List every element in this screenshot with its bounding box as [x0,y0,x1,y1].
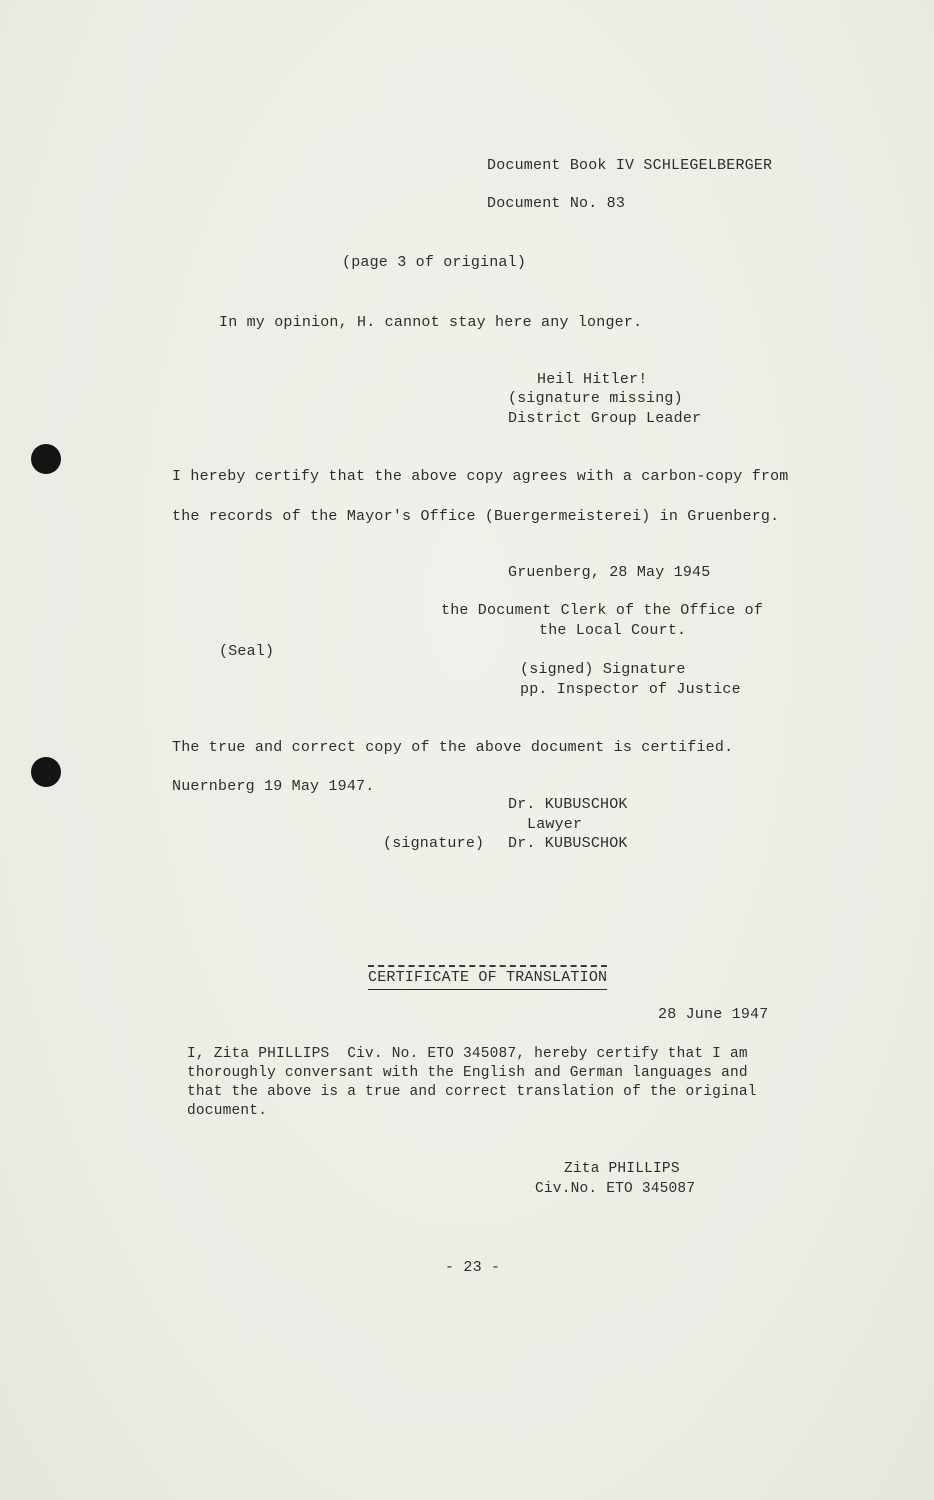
lawyer-signature-label: (signature) [383,835,485,852]
inspector-of-justice: pp. Inspector of Justice [520,681,741,698]
copy-place-date: Nuernberg 19 May 1947. [172,778,375,795]
lawyer-name: Dr. KUBUSCHOK [508,796,628,813]
translation-body-line-3: that the above is a true and correct translation of the original [187,1084,757,1100]
page-number: - 23 - [445,1259,501,1276]
copy-certified-statement: The true and correct copy of the above document is certified. [172,739,734,756]
closing-greeting: Heil Hitler! [537,371,648,388]
translation-body-line-4: document. [187,1103,268,1119]
translation-body-line-2: thoroughly conversant with the English and German languages and [187,1065,748,1081]
certification-line-2: the records of the Mayor's Office (Buergermeisterei) in Gruenberg. [172,508,780,525]
translation-date: 28 June 1947 [658,1006,769,1023]
page-note: (page 3 of original) [342,254,527,271]
translator-civ-number: Civ.No. ETO 345087 [535,1181,696,1197]
certification-place-date: Gruenberg, 28 May 1945 [508,564,711,581]
lawyer-signature-name: Dr. KUBUSCHOK [508,835,628,852]
translation-body-line-1: I, Zita PHILLIPS Civ. No. ETO 345087, hereby certify that I am [187,1046,748,1062]
certificate-of-translation-heading: CERTIFICATE OF TRANSLATION [368,968,607,990]
punch-hole-top [31,444,61,474]
lawyer-role: Lawyer [527,816,583,833]
closing-title: District Group Leader [508,410,702,427]
document-number: Document No. 83 [487,195,626,212]
signed-signature: (signed) Signature [520,661,686,678]
closing-signature: (signature missing) [508,390,683,407]
seal-label: (Seal) [219,643,275,660]
certification-line-1: I hereby certify that the above copy agrees with a carbon-copy from [172,468,789,485]
body-text: In my opinion, H. cannot stay here any longer. [219,314,643,331]
document-book-header: Document Book IV SCHLEGELBERGER [487,157,773,174]
clerk-line-2: the Local Court. [539,622,687,639]
clerk-line-1: the Document Clerk of the Office of [441,602,764,619]
punch-hole-bottom [31,757,61,787]
translator-name: Zita PHILLIPS [564,1161,680,1177]
